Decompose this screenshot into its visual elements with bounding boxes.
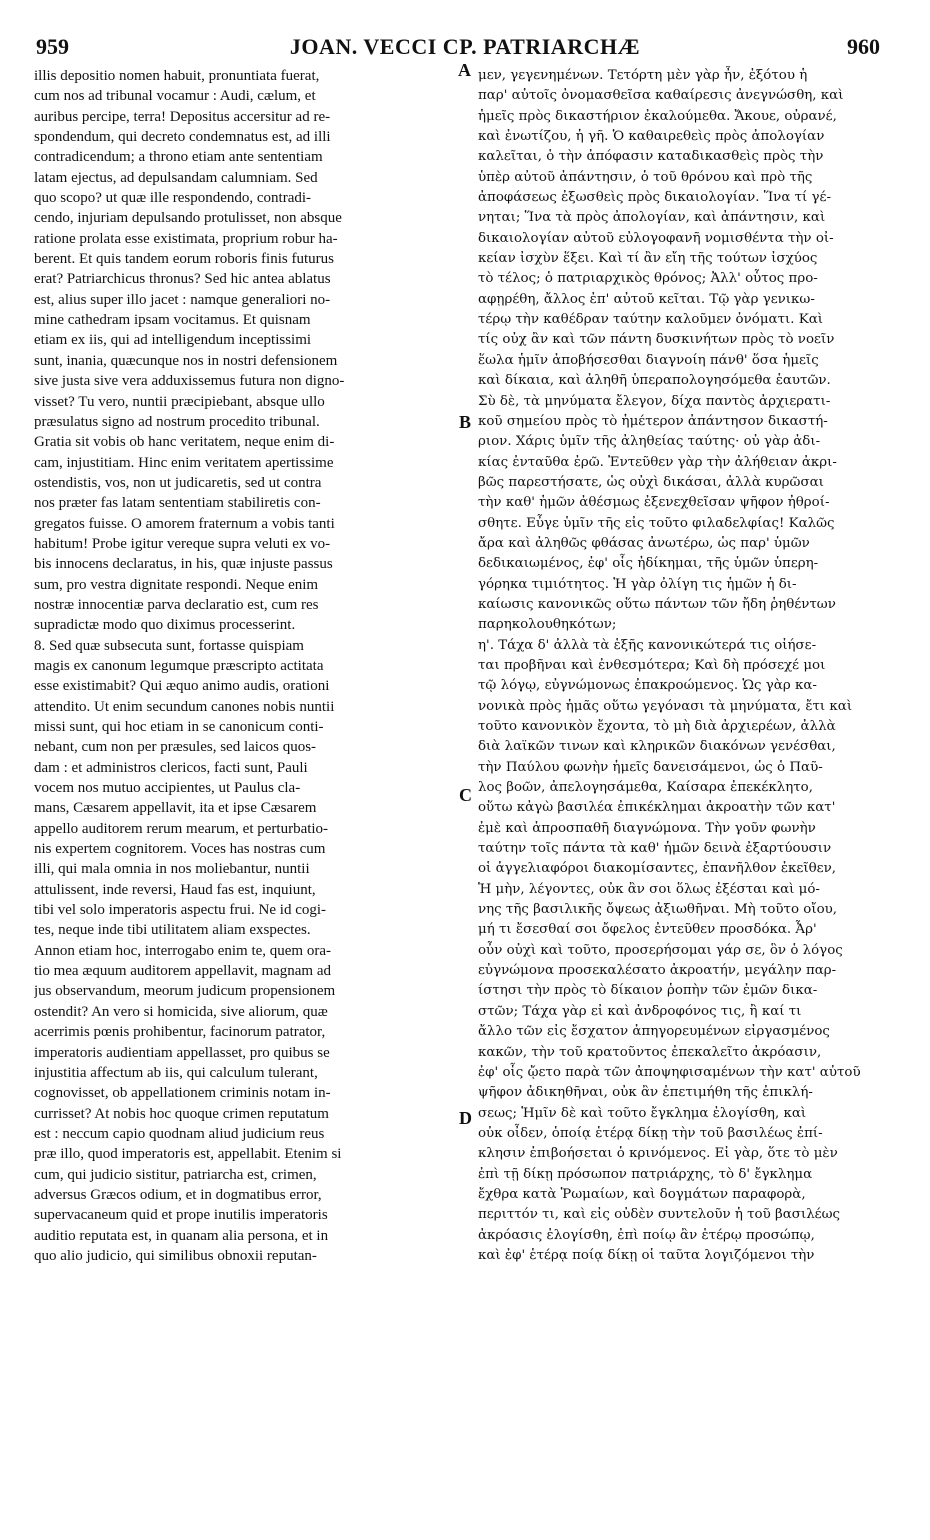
text-line: Σὺ δὲ, τὰ μηνύματα ἔλεγον, δίχα παντὸς ἀρχιερατι- [478,393,831,409]
text-line: νηται; Ἵνα τὰ πρὸς ἀπολογίαν, καὶ ἀπάντησιν, καὶ [478,210,826,226]
text-line: supervacaneum quid et prope inutilis imperatoris [34,1207,328,1224]
text-line: nos præter fas latam sententiam stabiliretis con- [34,495,321,512]
text-line: στῶν; Τάχα γὰρ εἰ καὶ ἀνδροφόνος τις, ἢ καί τι [478,1003,802,1019]
text-line: ἀποφάσεως ἐξωσθεὶς πρὸς δικαιολογίαν. Ἵνα τί γέ- [478,190,831,206]
text-line: ἐπὶ τῇ δίκῃ πρόσωπον πατριάρχης, τὸ δ' ἔγκλημα [478,1166,813,1182]
text-line: καίωσις κανονικῶς οὕτω πάντων τῶν ἤδη ῥηθέντων [478,596,836,612]
text-line: berent. Et quis tandem eorum roboris finis futurus [34,251,334,268]
text-line: βῶς παρεστήσατε, ὡς οὐχὶ δικάσαι, ἀλλὰ κυρῶσαι [478,474,824,490]
text-line: λος βοῶν, ἀπελογησάμεθα, Καίσαρα ἐπεκέκλητο, [478,780,813,796]
text-line: quo alio judicio, qui similibus obnoxii reputan- [34,1247,317,1264]
text-line: visset? Tu vero, nuntii præcipiebant, absque ullo [34,393,325,410]
text-line: est : neccum capio quodnam aliud judicium reus [34,1125,325,1142]
text-line: vocem nos mutuo accipientes, ut Paulus cla- [34,780,301,797]
margin-letter-c: C [459,785,472,805]
text-line: appello auditorem rerum mearum, et perturbatio- [34,820,329,837]
text-line: νονικὰ πρὸς ἡμᾶς οὕτω γεγόνασι τὰ μηνύματα, ἔτι καὶ [478,698,853,714]
text-line: τῷ λόγῳ, εὐγνώμονως ἐπακροώμενος. Ὡς γὰρ κα- [478,678,817,694]
text-line: οὕτω κἀγὼ βασιλέα ἐπικέκλημαι ἀκροατὴν τῶν κατ' [478,800,836,816]
text-line: οὐκ οἶδεν, ὁποίᾳ ἑτέρᾳ δίκῃ τὴν τοῦ βασιλέως ἐπί- [478,1125,823,1141]
text-line: jus observandum, meorum judicum propensionem [34,983,336,1000]
text-line: κείαν ἰσχὺν ἕξει. Καὶ τί ἂν εἴη τῆς τούτων ἰσχύος [478,251,818,267]
text-line: latam ejectus, ad depulsandam calumniam. Sed [34,169,318,186]
text-line: contradicendum; a throno etiam ante sententiam [34,149,323,166]
text-line: ἔχθρα κατὰ Ῥωμαίων, καὶ δογμάτων παραφορὰ, [478,1186,806,1202]
text-line: ἐμὲ καὶ ἀπροσπαθῆ διαγνώμονα. Τὴν γοῦν φωνὴν [478,820,816,836]
text-line: γόρηκα τιμιότητος. Ἡ γὰρ ὀλίγη τις ἡμῶν ἡ δι- [478,576,797,592]
text-line: Gratia sit vobis ob hanc veritatem, neque enim di- [34,434,335,451]
text-line: sum, pro vestra dignitate respondi. Neque enim [34,576,319,593]
text-line: cendo, injuriam depulsando protulisset, non absque [34,210,342,227]
text-line: illis depositio nomen habuit, pronuntiata fuerat, [34,68,320,84]
text-line: τὸ τέλος; ὁ πατριαρχικὸς θρόνος; Ἀλλ' οὗτος προ- [478,271,818,287]
text-line: nostræ innocentiæ parva declaratio est, cum res [34,596,319,613]
text-line: σθητε. Εὖγε ὑμῖν τῆς εἰς τοῦτο φιλαδελφίας! Καλῶς [478,515,835,531]
text-line: κακῶν, τὴν τοῦ κρατοῦντος ἐπεκαλεῖτο ἀκρόασιν, [478,1044,822,1060]
text-line: præsulatus signo ad nostrum procedito tribunal. [34,413,320,430]
text-line: currisset? At nobis hoc quoque crimen reputatum [34,1105,329,1122]
text-line: τέρῳ τὴν καθέδραν ταύτην καλοῦμεν ὀνόματι. Καὶ [478,312,824,328]
text-line: imperatoris audientiam appellasset, pro quibus se [34,1044,330,1061]
text-line: gregatos fuisse. O amorem fraternum a vobis tanti [34,515,335,532]
text-line: sunt, inania, quæcunque nos in nostri defensionem [34,352,338,369]
text-line: καὶ ἐφ' ἑτέρᾳ ποίᾳ δίκῃ οἱ ταῦτα λογιζόμενοι τὴν [478,1247,815,1263]
text-line: magis ex canonum legumque præscripto actitata [34,657,324,674]
text-line: τοῦτο κανονικὸν ἔχοντα, τὸ μὴ διὰ ἀρχιερέων, ἀλλὰ [478,719,836,734]
text-line: mine cathedram ipsam vocitamus. Et quisnam [34,312,311,329]
text-line: περιττόν τι, καὶ εἰς οὐδὲν συντελοῦν ἡ τοῦ βασιλέως [478,1207,841,1223]
text-line: οἱ ἀγγελιαφόροι διακομίσαντες, ἐπανῆλθον ἐκεῖθεν, [478,861,836,877]
text-line: ostendistis, vos, non ut judicaretis, sed ut contra [34,474,322,491]
text-line: erat? Patriarchicus thronus? Sed hic antea ablatus [34,271,331,288]
text-line: η'. Τάχα δ' ἀλλὰ τὰ ἑξῆς κανονικώτερά τις οἰήσε- [478,637,817,653]
text-line: tio mea æquum auditorem appellavit, magnam ad [34,963,332,980]
text-line: παρ' αὐτοῖς ὀνομασθεῖσα καθαίρεσις ἀνεγνώσθη, καὶ [478,88,844,104]
running-title: JOAN. VECCI CP. PATRIARCHÆ [289,34,641,59]
text-line: τίς οὐχ ἂν καὶ τῶν πάντη δυσκινήτων πρὸς τὸ νοεῖν [478,332,835,348]
text-line: adversus Græcos odium, et in dogmatibus error, [34,1186,322,1203]
text-line: cognovisset, ob appellationem criminis notam in- [34,1085,331,1102]
text-line: οὖν οὐχὶ καὶ τοῦτο, προσερήσομαι γάρ σε, ὃν ὁ λόγος [478,942,843,958]
text-line: etiam ex iis, qui ad intelligendum inceptissimi [34,332,312,349]
text-line: ἄλλο τῶν εἰς ἔσχατον ἀπηγορευμένων εἰργασμένος [478,1024,830,1040]
margin-letter-a: A [458,60,471,80]
margin-letter-d: D [459,1108,472,1128]
text-line: τὴν Παύλου φωνὴν ἡμεῖς δανεισάμενοι, ὡς ὁ Παῦ- [478,759,823,775]
text-line: ostendit? An vero si homicida, sive aliorum, quæ [34,1003,328,1020]
text-line: ίστησι τὴν πρὸς τὸ δίκαιον ῥοπὴν τῶν ἐμῶν δικα- [478,983,818,999]
text-line: nis expertem cognitorem. Voces has nostras cum [34,841,326,858]
text-line: attendito. Ut enim secundum canones nobis nuntii [34,698,335,715]
text-line: spondendum, qui decreto condemnatus est, ad illi [34,129,331,146]
text-line: habitum! Probe igitur vereque supra veluti ex vo- [34,535,331,552]
text-line: αφῃρέθη, ἄλλος ἐπ' αὐτοῦ κεῖται. Τῷ γὰρ γενικω- [478,291,815,307]
text-line: κίας ἐνταῦθα ἐρῶ. Ἐντεῦθεν γὰρ τὴν ἀλήθειαν ἀκρι- [478,454,837,470]
greek-column [478,66,898,1266]
text-line: νης τῆς βασιλικῆς ὄψεως ἀξιωθῆναι. Μὴ τοῦτο οἴου, [478,902,838,918]
text-line: cum, qui judicio sistitur, patriarcha est, crimen, [34,1166,317,1183]
text-line: ratione prolata esse existimata, proprium robur ha- [34,230,338,247]
text-line: διὰ λαϊκῶν τινων καὶ κληρικῶν διακόνων γενέσθαι, [478,739,836,755]
text-line: ται προβῆναι καὶ ἐνθεσμότερα; Καὶ δὴ πρόσεχέ μοι [478,657,826,673]
text-line: auribus percipe, terra! Depositus accersitur ad re- [34,108,331,125]
text-line: mans, Cæsarem appellavit, ita et ipse Cæsarem [34,800,317,817]
text-line: κοῦ σημείου πρὸς τὸ ἡμέτερον ἀπάντησον δικαστή- [478,413,828,429]
text-line: ἡμεῖς πρὸς δικαστήριον ἐκαλούμεθα. Ἄκουε, οὐρανέ, [478,108,837,124]
text-line: supradictæ modo quo diximus processerint. [34,617,296,634]
text-line: Annon etiam hoc, interrogabo enim te, quem ora- [34,942,331,959]
page-number-right: 960 [847,34,880,59]
text-line: δικαιολογίαν αὐτοῦ εὐλογοφανῆ νομισθέντα τὴν οἰ- [478,230,834,246]
text-line: tes, neque inde tibi utilitatem aliam exspectes. [34,922,311,939]
text-line: dam : et administros clericos, facti sunt, Pauli [34,759,308,776]
text-line: auditio reputata est, in quanam alia persona, et in [34,1227,329,1244]
text-line: καὶ δίκαια, καὶ ἀληθῆ ὑπεραπολογησόμεθα ἑαυτῶν. [478,373,831,389]
text-line: ἕωλα ἡμῖν ἀποβήσεσθαι διαγνοίη πάνθ' ὅσα ἡμεῖς [478,352,819,368]
text-line: sive justa sive vera adduxissemus futura non digno- [34,373,345,390]
text-line: Ἡ μὴν, λέγοντες, οὐκ ἂν σοι ὅλως ἐξέσται καὶ μό- [478,881,820,897]
text-line: est, alius super illo jacet : namque generaliori no- [34,291,331,308]
text-line: præ illo, quod imperatoris est, appellabit. Etenim si [34,1146,342,1163]
text-line: bis innocens declaratus, in his, quæ injuste passus [34,556,333,573]
text-line: εὐγνώμονα προσεκαλέσατο ἀκροατήν, μεγάλην παρ- [478,963,837,979]
text-line: ἀκρόασις ἐλογίσθη, ἐπὶ ποίῳ ἂν ἑτέρῳ προσώπῳ, [478,1227,815,1243]
text-line: ἐφ' οἷς ᾤετο παρὰ τῶν ἀποψηφισαμένων τὴν κατ' αὐτοῦ [478,1064,861,1080]
text-line: 8. Sed quæ subsecuta sunt, fortasse quispiam [34,637,304,654]
text-line: attulissent, inde reversi, Haud fas est, inquiunt, [34,881,316,898]
text-line: παρηκολουθηκότων; [478,617,617,633]
text-line: illi, qui mala omnia in nos moliebantur, nuntii [34,861,310,878]
text-line: ψῆφον ἀδικηθῆναι, οὐκ ἂν ἐπετιμήθη τῆς ἐπικλή- [478,1085,813,1101]
text-line: acerrimis pœnis prohibentur, facinorum patrator, [34,1024,326,1041]
text-line: καλεῖται, ὁ τὴν ἀπόφασιν καταδικασθεὶς πρὸς τὴν [478,149,824,165]
margin-letter-b: B [459,412,472,432]
text-line: cum nos ad tribunal vocamur : Audi, cælum, et [34,88,316,105]
latin-column [34,66,457,1266]
text-line: καὶ ἐνωτίζου, ἡ γῆ. Ὁ καθαιρεθεὶς πρὸς ἀπολογίαν [478,129,825,145]
text-line: σεως; Ἡμῖν δὲ καὶ τοῦτο ἔγκλημα ἐλογίσθη, καὶ [478,1105,807,1121]
text-line: nebant, cum non per præsules, sed laicos quos- [34,739,317,756]
text-line: ἄρα καὶ ἀληθῶς φθάσας ἀνωτέρω, ὡς παρ' ὑμῶν [478,535,810,551]
text-line: μεν, γεγενημένων. Τετόρτη μὲν γὰρ ἦν, ἐξότου ἡ [478,68,808,83]
text-line: missi sunt, qui hoc etiam in se canonicum conti- [34,719,324,735]
text-line: injustitia affectum ab iis, qui calculum tulerant, [34,1064,318,1081]
text-line: quo scopo? ut quæ ille respondendo, contradi- [34,190,312,207]
text-line: esse existimabit? Qui æquo animo audis, orationi [34,678,330,695]
text-line: ταύτην τοῖς πάντα τὰ καθ' ἡμῶν δεινὰ ἐξαρτύουσιν [478,841,832,857]
text-line: τὴν καθ' ἡμῶν ἀθέσμως ἐξενεχθεῖσαν ψῆφον ἠθροί- [478,495,830,511]
text-line: μή τι ἔσεσθαί σοι ὄφελος ἐντεῦθεν προσδόκα. Ἆρ' [478,922,817,938]
text-line: ριον. Χάρις ὑμῖν τῆς ἀληθείας ταύτης· οὐ γὰρ ἀδι- [478,434,821,450]
text-line: tibi vel solo imperatoris aspectu frui. Ne id cogi- [34,902,327,919]
page-number-left: 959 [36,34,69,59]
text-line: cam, injustitiam. Hinc enim veritatem apertissime [34,454,334,471]
text-line: ὑπὲρ αὐτοῦ ἀπάντησιν, ὁ τοῦ θρόνου καὶ πρὸ τῆς [478,169,813,185]
text-line: δεδικαιωμένος, ἐφ' οἷς ἠδίκημαι, τῆς ὑμῶν ὑπερη- [478,556,819,572]
text-line: κλησιν ἐπιβοήσεται ὁ κρινόμενος. Εἰ γὰρ, ὅτε τὸ μὲν [478,1146,838,1162]
